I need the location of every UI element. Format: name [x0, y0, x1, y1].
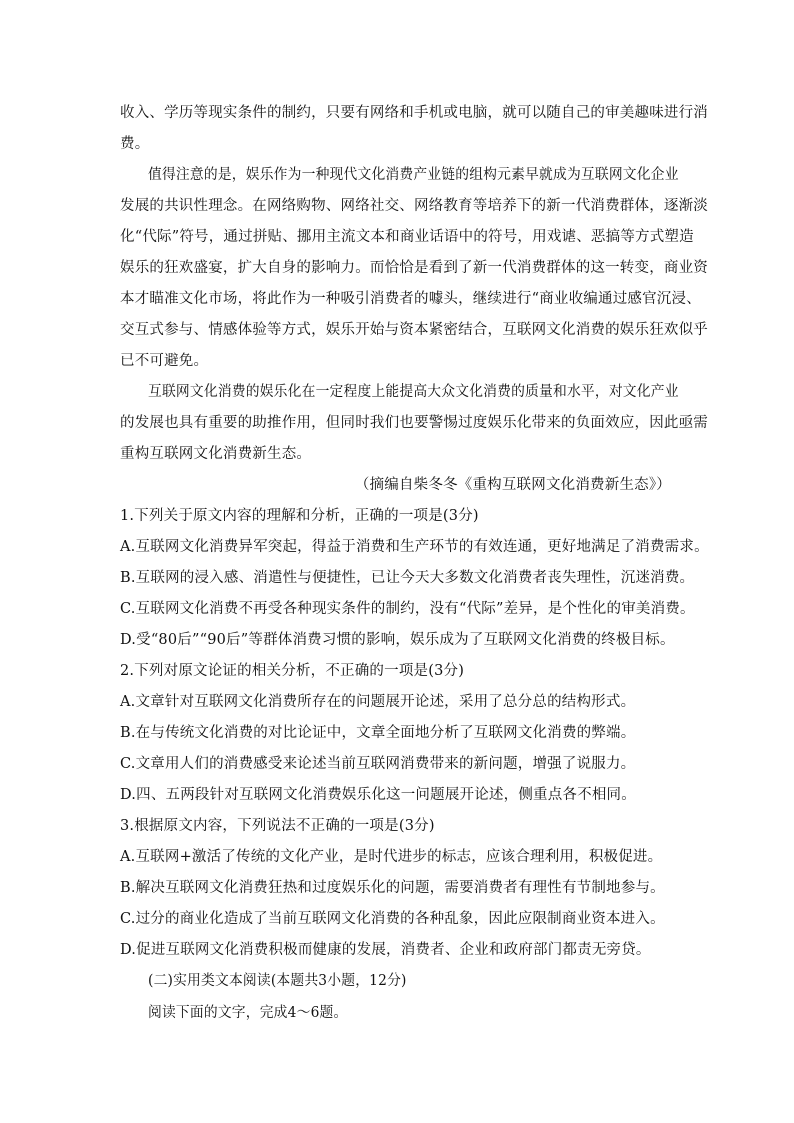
question-option: D.促进互联网文化消费积极而健康的发展，消费者、企业和政府部门都责无旁贷。: [120, 942, 651, 958]
source-citation: （摘编自柴冬冬《重构互联网文化消费新生态》）: [354, 477, 671, 493]
section-heading: (二)实用类文本阅读(本题共3小题，12分): [148, 973, 407, 989]
paragraph-line: 互联网文化消费的娱乐化在一定程度上能提高大众文化消费的质量和水平，对文化产业: [148, 384, 679, 400]
question-option: B.互联网的浸入感、消遣性与便捷性，已让今天大多数文化消费者丧失理性，沉迷消费。: [120, 570, 695, 586]
question-option: C.文章用人们的消费感受来论述当前互联网消费带来的新问题，增强了说服力。: [120, 756, 636, 772]
question-option: A.互联网+激活了传统的文化产业，是时代进步的标志，应该合理利用，积极促进。: [120, 849, 663, 865]
paragraph-line: 值得注意的是，娱乐作为一种现代文化消费产业链的组构元素早就成为互联网文化企业: [148, 167, 679, 183]
question-option: B.在与传统文化消费的对比论证中，文章全面地分析了互联网文化消费的弊端。: [120, 725, 636, 741]
question-stem: 1.下列关于原文内容的理解和分析，正确的一项是(3分): [120, 508, 479, 524]
paragraph-line: 化“代际”符号，通过拼贴、挪用主流文本和商业话语中的符号，用戏谑、恶搞等方式塑造: [120, 229, 694, 245]
question-option: D.四、五两段针对互联网文化消费娱乐化这一问题展开论述，侧重点各不相同。: [120, 787, 636, 803]
paragraph-line: 交互式参与、情感体验等方式，娱乐开始与资本紧密结合，互联网文化消费的娱乐狂欢似乎: [120, 322, 708, 338]
question-option: D.受“80后”“90后”等群体消费习惯的影响，娱乐成为了互联网文化消费的终极目标。: [120, 632, 675, 648]
question-option: B.解决互联网文化消费狂热和过度娱乐化的问题，需要消费者有理性有节制地参与。: [120, 880, 665, 896]
section-instruction: 阅读下面的文字，完成4～6题。: [148, 1005, 348, 1021]
paragraph-line: 的发展也具有重要的助推作用，但同时我们也要警惕过度娱乐化带来的负面效应，因此亟需: [120, 415, 708, 431]
paragraph-line: 本才瞄准文化市场，将此作为一种吸引消费者的噱头，继续进行“商业收编通过感官沉浸、: [120, 291, 701, 307]
paragraph-line: 收入、学历等现实条件的制约，只要有网络和手机或电脑，就可以随自己的审美趣味进行消: [120, 105, 708, 121]
question-option: C.互联网文化消费不再受各种现实条件的制约，没有“代际”差异，是个性化的审美消费。: [120, 601, 695, 617]
paragraph-line: 娱乐的狂欢盛宴，扩大自身的影响力。而恰恰是看到了新一代消费群体的这一转变，商业资: [120, 260, 708, 276]
paragraph-line: 发展的共识性理念。在网络购物、网络社交、网络教育等培养下的新一代消费群体，逐渐淡: [120, 198, 708, 214]
paragraph-line: 费。: [120, 136, 150, 152]
question-stem: 2.下列对原文论证的相关分析，不正确的一项是(3分): [120, 663, 465, 679]
question-option: A.互联网文化消费异军突起，得益于消费和生产环节的有效连通，更好地满足了消费需求。: [120, 539, 709, 555]
paragraph-line: 已不可避免。: [120, 353, 209, 369]
question-option: A.文章针对互联网文化消费所存在的问题展开论述，采用了总分总的结构形式。: [120, 694, 636, 710]
paragraph-line: 重构互联网文化消费新生态。: [120, 446, 312, 462]
question-option: C.过分的商业化造成了当前互联网文化消费的各种乱象，因此应限制商业资本进入。: [120, 911, 665, 927]
question-stem: 3.根据原文内容，下列说法不正确的一项是(3分): [120, 818, 435, 834]
